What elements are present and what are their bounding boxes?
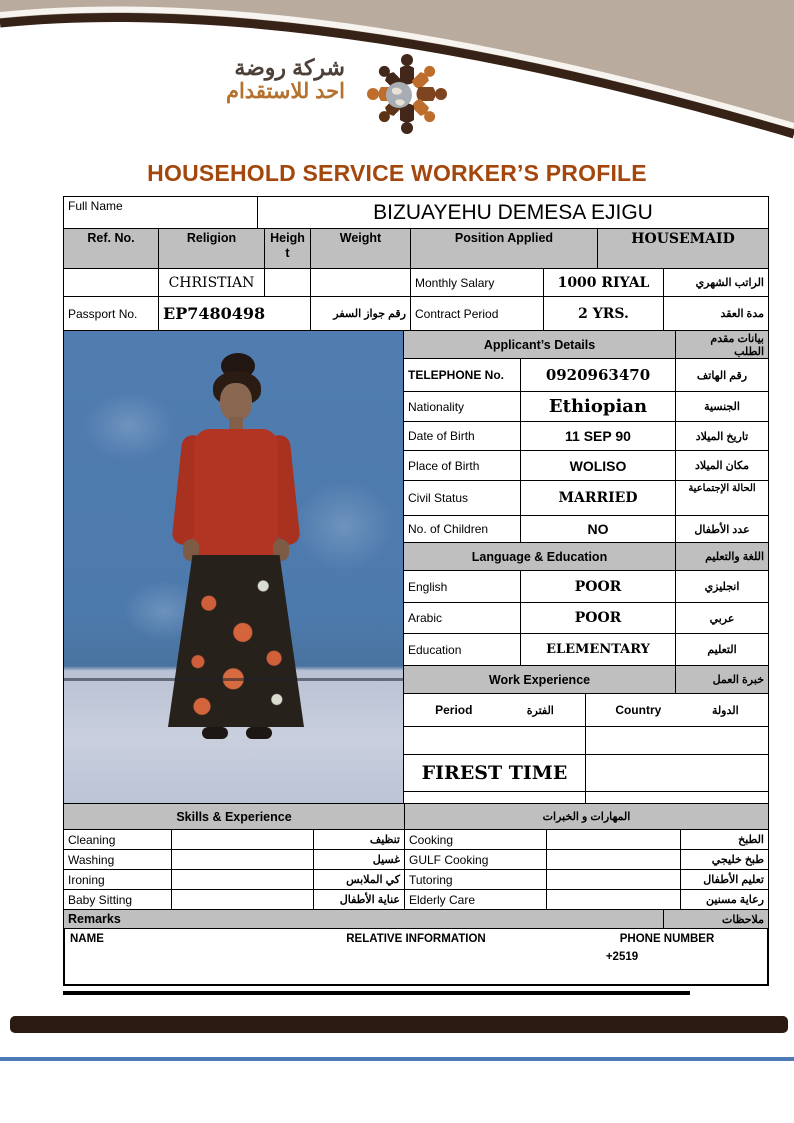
full-name-label: Full Name: [64, 197, 258, 229]
footer-blue-rule: [0, 1057, 794, 1061]
washing-arabic: غسيل: [314, 850, 405, 870]
skills-title: Skills & Experience: [64, 804, 405, 830]
education-value: ELEMENTARY: [521, 634, 676, 666]
cooking-value: [547, 830, 681, 850]
work-row-country: [586, 727, 769, 755]
washing-label: Washing: [64, 850, 172, 870]
english-value: POOR: [521, 571, 676, 603]
religion-value: CHRISTIAN: [159, 269, 265, 297]
work-row-period: [404, 792, 586, 804]
height-header: Height: [265, 229, 311, 269]
place-of-birth-arabic: مكان الميلاد: [676, 451, 769, 481]
education-arabic: التعليم: [676, 634, 769, 666]
tutoring-label: Tutoring: [405, 870, 547, 890]
date-of-birth-arabic: تاريخ الميلاد: [676, 422, 769, 451]
place-of-birth-value: WOLISO: [521, 451, 676, 481]
language-education-title-arabic: اللغة والتعليم: [676, 543, 769, 571]
country-arabic: الدولة: [711, 704, 739, 717]
nationality-label: Nationality: [404, 392, 521, 422]
remarks-arabic: ملاحظات: [664, 910, 769, 929]
date-of-birth-value: 11 SEP 90: [521, 422, 676, 451]
relative-information-box: [64, 929, 769, 986]
english-arabic: انجليزي: [676, 571, 769, 603]
telephone-value: 0920963470: [521, 359, 676, 392]
page-title: HOUSEHOLD SERVICE WORKER’S PROFILE: [147, 160, 647, 186]
civil-status-arabic: الحالة الإجتماعية: [676, 481, 769, 516]
cooking-label: Cooking: [405, 830, 547, 850]
ref-no-header: Ref. No.: [64, 229, 159, 269]
company-subtitle-arabic: احد للاستقدام: [225, 80, 345, 104]
cleaning-arabic: تنظيف: [314, 830, 405, 850]
skills-title-arabic: المهارات و الخبرات: [405, 804, 769, 830]
relative-phone-label: PHONE NUMBER: [619, 933, 715, 945]
contract-period-label: Contract Period: [411, 297, 544, 331]
baby-sitting-label: Baby Sitting: [64, 890, 172, 910]
ironing-value: [172, 870, 314, 890]
gulf-cooking-value: [547, 850, 681, 870]
weight-value: [311, 269, 411, 297]
footer-brown-bar: [10, 1016, 788, 1033]
baby-sitting-arabic: عناية الأطفال: [314, 890, 405, 910]
place-of-birth-label: Place of Birth: [404, 451, 521, 481]
position-applied-value: HOUSEMAID: [598, 229, 769, 269]
passport-label: Passport No.: [64, 297, 159, 331]
date-of-birth-label: Date of Birth: [404, 422, 521, 451]
tutoring-arabic: تعليم الأطفال: [681, 870, 769, 890]
applicant-details-title-arabic: بيانات مقدم الطلب: [676, 331, 769, 359]
ironing-arabic: كي الملابس: [314, 870, 405, 890]
telephone-arabic: رقم الهاتف: [676, 359, 769, 392]
height-value: [265, 269, 311, 297]
footer-black-rule: [63, 991, 690, 995]
figure-floral-skirt: [168, 555, 304, 727]
work-experience-title-arabic: خبرة العمل: [676, 666, 769, 694]
weight-header: Weight: [311, 229, 411, 269]
full-name-value: BIZUAYEHU DEMESA EJIGU: [258, 197, 769, 229]
company-name-arabic: شركة روضة: [234, 55, 345, 80]
country-label: Country: [615, 703, 662, 717]
religion-header: Religion: [159, 229, 265, 269]
contract-period-arabic: مدة العقد: [664, 297, 769, 331]
position-applied-header: Position Applied: [411, 229, 598, 269]
arabic-value: POOR: [521, 603, 676, 634]
elderly-care-label: Elderly Care: [405, 890, 547, 910]
arabic-arabic: عربي: [676, 603, 769, 634]
cooking-arabic: الطبخ: [681, 830, 769, 850]
language-education-title: Language & Education: [404, 543, 676, 571]
passport-value: EP7480498: [159, 297, 311, 331]
applicant-photo: [64, 331, 403, 803]
work-row-country: [586, 755, 769, 792]
children-value: NO: [521, 516, 676, 543]
cleaning-value: [172, 830, 314, 850]
cleaning-label: Cleaning: [64, 830, 172, 850]
telephone-label: TELEPHONE No.: [404, 359, 521, 392]
relative-phone-value: +2519: [605, 951, 639, 963]
nationality-arabic: الجنسية: [676, 392, 769, 422]
relative-name-label: NAME: [70, 933, 104, 945]
gulf-cooking-label: GULF Cooking: [405, 850, 547, 870]
children-label: No. of Children: [404, 516, 521, 543]
company-logo-text: [160, 55, 345, 104]
ironing-label: Ironing: [64, 870, 172, 890]
arabic-label: Arabic: [404, 603, 521, 634]
nationality-value: Ethiopian: [521, 392, 676, 422]
contract-period-value: 2 YRS.: [544, 297, 664, 331]
monthly-salary-value: 1000 RIYAL: [544, 269, 664, 297]
civil-status-value: MARRIED: [521, 481, 676, 516]
period-arabic: الفترة: [526, 704, 554, 717]
figure-face: [220, 383, 252, 421]
passport-arabic: رقم جواز السفر: [311, 297, 411, 331]
figure-red-top: [194, 429, 278, 557]
elderly-care-value: [547, 890, 681, 910]
washing-value: [172, 850, 314, 870]
civil-status-label: Civil Status: [404, 481, 521, 516]
baby-sitting-value: [172, 890, 314, 910]
work-row-period: FIREST TIME: [404, 755, 586, 792]
period-label: Period: [435, 703, 473, 717]
tutoring-value: [547, 870, 681, 890]
work-experience-title: Work Experience: [404, 666, 676, 694]
profile-table: [63, 196, 769, 986]
applicant-details-title: Applicant’s Details: [404, 331, 676, 359]
work-row-country: [586, 792, 769, 804]
elderly-care-arabic: رعاية مسنين: [681, 890, 769, 910]
relative-information-title: RELATIVE INFORMATION: [346, 933, 486, 945]
gulf-cooking-arabic: طبخ خليجي: [681, 850, 769, 870]
ref-no-value: [64, 269, 159, 297]
children-arabic: عدد الأطفال: [676, 516, 769, 543]
monthly-salary-label: Monthly Salary: [411, 269, 544, 297]
work-row-period: [404, 727, 586, 755]
company-logo-icon: [352, 48, 462, 144]
education-label: Education: [404, 634, 521, 666]
monthly-salary-arabic: الراتب الشهري: [664, 269, 769, 297]
remarks-label: Remarks: [64, 910, 664, 929]
english-label: English: [404, 571, 521, 603]
